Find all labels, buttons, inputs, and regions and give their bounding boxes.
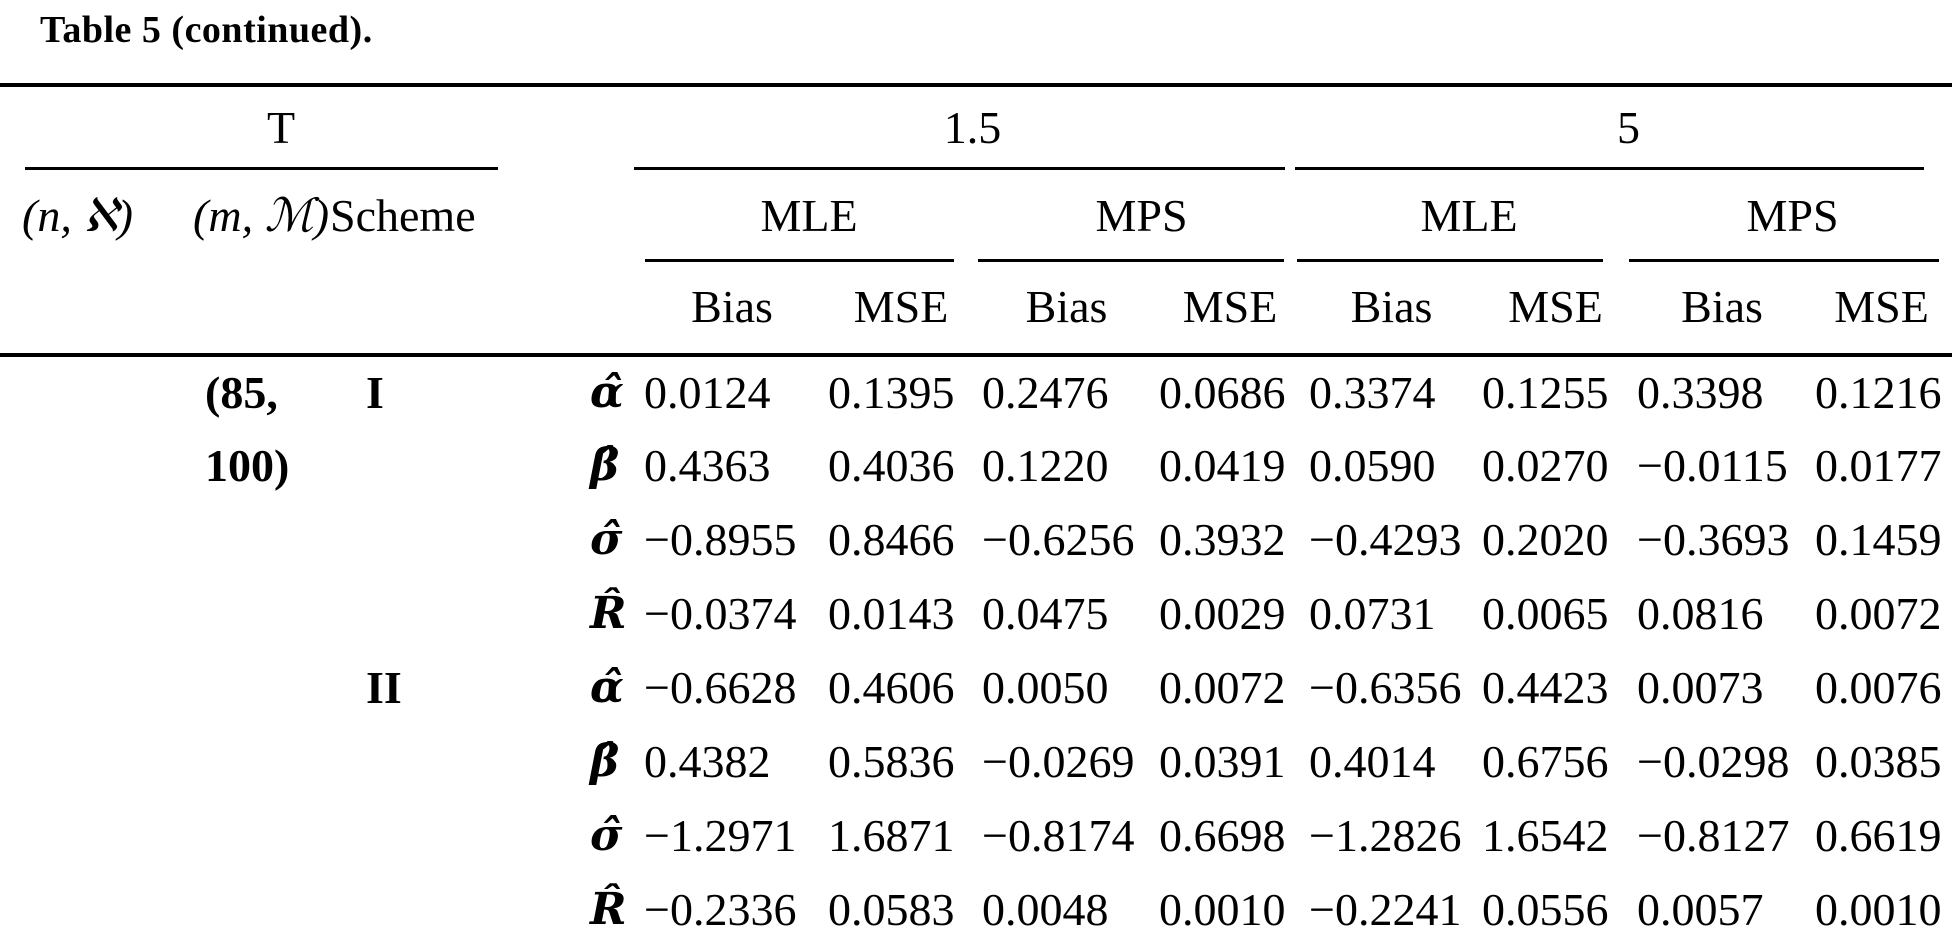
value-cell: −1.2971 (644, 809, 797, 861)
header-group-1-5 (640, 85, 1305, 170)
mps-label: MPS (1095, 189, 1188, 241)
value-cell: 0.0010 (1159, 883, 1286, 935)
value-cell: 0.0143 (828, 587, 955, 639)
header-scheme: Scheme (330, 189, 476, 241)
value-cell: 0.0270 (1482, 439, 1609, 491)
value-cell: 0.0076 (1815, 661, 1942, 713)
value-cell: 0.0816 (1637, 587, 1764, 639)
param-symbol: R̂ (590, 587, 627, 639)
value-cell: 0.0057 (1637, 883, 1764, 935)
header-mse: MSE (1155, 262, 1305, 355)
value-cell: 0.4382 (644, 735, 771, 787)
value-cell: 0.0029 (1159, 587, 1286, 639)
value-cell: 0.0073 (1637, 661, 1764, 713)
table-row (0, 873, 1952, 946)
n-cell (0, 873, 185, 946)
value-cell: 0.5836 (828, 735, 955, 787)
var-m: m (208, 189, 242, 241)
scheme-cell (330, 429, 562, 503)
value-cell: 0.0010 (1815, 883, 1942, 935)
value-cell: 0.6698 (1159, 809, 1286, 861)
value-cell: −0.8174 (982, 809, 1135, 861)
value-cell: 0.0475 (982, 587, 1109, 639)
value-cell: 0.3398 (1637, 366, 1764, 418)
value-cell: 0.0072 (1159, 661, 1286, 713)
empty-cell (0, 262, 185, 355)
header-mse: MSE (1811, 262, 1952, 355)
group-size-cell (185, 577, 330, 651)
value-cell: 0.4014 (1309, 735, 1436, 787)
header-bias: Bias (1305, 262, 1478, 355)
value-cell: 0.3374 (1309, 366, 1436, 418)
param-symbol: σ̂ (590, 513, 623, 565)
value-cell: −0.6628 (644, 661, 797, 713)
aleph-symbol: , ℵ) (60, 189, 133, 241)
group-size-cell (185, 725, 330, 799)
script-M-symbol: , ℳ) (241, 189, 330, 241)
n-cell (0, 429, 185, 503)
group-size-cell (185, 651, 330, 725)
table-row (0, 725, 1952, 799)
scheme-cell (330, 799, 562, 873)
value-cell: 0.0556 (1482, 883, 1609, 935)
paren: ( (22, 189, 38, 241)
scheme-cell (330, 503, 562, 577)
param-symbol: α̂ (590, 661, 624, 713)
n-cell (0, 725, 185, 799)
param-symbol: β̂ (590, 735, 620, 787)
value-cell: 0.0590 (1309, 439, 1436, 491)
group-header-row (0, 85, 1952, 170)
empty-cell (562, 262, 640, 355)
value-cell: 1.6542 (1482, 809, 1609, 861)
value-cell: 0.1459 (1815, 513, 1942, 565)
value-cell: −0.6256 (982, 513, 1135, 565)
n-cell (0, 503, 185, 577)
value-cell: 0.4423 (1482, 661, 1609, 713)
value-cell: 0.0385 (1815, 735, 1942, 787)
value-cell: 0.4036 (828, 439, 955, 491)
value-cell: 0.1220 (982, 439, 1109, 491)
value-cell: −0.6356 (1309, 661, 1462, 713)
scheme-cell: I (366, 366, 384, 418)
value-cell: −0.0115 (1637, 439, 1788, 491)
value-cell: 0.0065 (1482, 587, 1609, 639)
param-symbol: R̂ (590, 883, 627, 935)
header-T-label: T (266, 102, 296, 154)
value-cell: 0.1216 (1815, 366, 1942, 418)
group-size-cell: 100) (205, 439, 290, 491)
value-cell: 0.4606 (828, 661, 955, 713)
value-cell: −0.4293 (1309, 513, 1462, 565)
empty-cell (562, 85, 640, 170)
value-cell: 1.6871 (828, 809, 955, 861)
table-row (0, 651, 1952, 725)
value-cell: 0.0583 (828, 883, 955, 935)
value-cell: −0.0298 (1637, 735, 1790, 787)
header-T (0, 85, 562, 170)
value-cell: −0.2241 (1309, 883, 1462, 935)
value-cell: 0.8466 (828, 513, 955, 565)
value-cell: 0.6756 (1482, 735, 1609, 787)
scheme-cell: II (366, 661, 402, 713)
header-group-5 (1305, 85, 1952, 170)
rule-under-mps-1-5 (978, 259, 1284, 262)
group-size-cell (185, 503, 330, 577)
table-row (0, 355, 1952, 429)
value-cell: −1.2826 (1309, 809, 1462, 861)
header-group-1-5-label: 1.5 (943, 102, 1002, 154)
stat-header-row (0, 262, 1952, 355)
scheme-cell (330, 873, 562, 946)
value-cell: 0.3932 (1159, 513, 1286, 565)
value-cell: 0.1395 (828, 366, 955, 418)
value-cell: −0.0374 (644, 587, 797, 639)
value-cell: 0.2020 (1482, 513, 1609, 565)
table-row (0, 429, 1952, 503)
value-cell: −0.0269 (982, 735, 1135, 787)
value-cell: 0.0686 (1159, 366, 1286, 418)
header-mps-5 (1633, 170, 1952, 262)
value-cell: −0.8127 (1637, 809, 1790, 861)
scheme-cell (330, 577, 562, 651)
header-group-5-label: 5 (1617, 102, 1641, 154)
group-size-cell (185, 873, 330, 946)
results-table (0, 83, 1952, 946)
table-title: Table 5 (continued). (40, 9, 373, 51)
header-mle-1-5 (640, 170, 978, 262)
method-header-row (0, 170, 1952, 262)
value-cell: 0.1255 (1482, 366, 1609, 418)
value-cell: −0.8955 (644, 513, 797, 565)
value-cell: 0.0050 (982, 661, 1109, 713)
rule-under-T (25, 167, 498, 170)
value-cell: 0.4363 (644, 439, 771, 491)
group-size-cell: (85, (205, 366, 278, 418)
table-row (0, 503, 1952, 577)
param-symbol: σ̂ (590, 809, 623, 861)
n-cell (0, 651, 185, 725)
header-bias: Bias (640, 262, 824, 355)
rule-under-mle-1-5 (645, 259, 954, 262)
value-cell: 0.0177 (1815, 439, 1942, 491)
mle-label: MLE (1420, 189, 1518, 241)
mps-label: MPS (1746, 189, 1839, 241)
value-cell: 0.0124 (644, 366, 771, 418)
header-mse: MSE (824, 262, 978, 355)
var-n: n (37, 189, 61, 241)
empty-cell (562, 170, 640, 262)
n-cell (0, 355, 185, 429)
table-row (0, 799, 1952, 873)
header-bias: Bias (1633, 262, 1811, 355)
table-row (0, 577, 1952, 651)
empty-cell (330, 262, 562, 355)
header-mle-5 (1305, 170, 1633, 262)
value-cell: −0.2336 (644, 883, 797, 935)
header-mps-1-5 (978, 170, 1305, 262)
rule-under-mle-5 (1297, 259, 1603, 262)
group-size-cell (185, 799, 330, 873)
value-cell: 0.0391 (1159, 735, 1286, 787)
header-m-M (185, 170, 330, 262)
value-cell: 0.0048 (982, 883, 1109, 935)
value-cell: 0.0419 (1159, 439, 1286, 491)
param-symbol: β̂ (590, 439, 620, 491)
rule-under-mps-5 (1629, 259, 1939, 262)
n-cell (0, 577, 185, 651)
empty-cell (185, 262, 330, 355)
value-cell: 0.2476 (982, 366, 1109, 418)
value-cell: 0.0731 (1309, 587, 1436, 639)
param-symbol: α̂ (590, 366, 624, 418)
header-mse: MSE (1478, 262, 1633, 355)
n-cell (0, 799, 185, 873)
paren: ( (193, 189, 209, 241)
value-cell: 0.0072 (1815, 587, 1942, 639)
header-bias: Bias (978, 262, 1155, 355)
value-cell: 0.6619 (1815, 809, 1942, 861)
header-n-aleph (0, 170, 185, 262)
value-cell: −0.3693 (1637, 513, 1790, 565)
mle-label: MLE (760, 189, 858, 241)
scheme-cell (330, 725, 562, 799)
